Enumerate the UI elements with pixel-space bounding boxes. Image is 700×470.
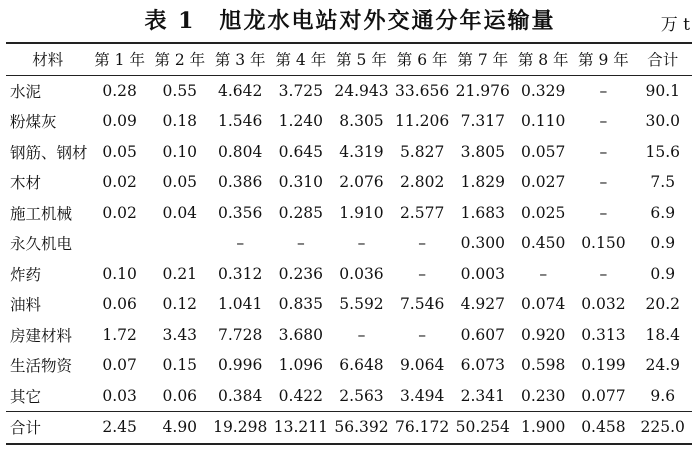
table-cell: 1.096 bbox=[278, 356, 324, 375]
total-row bbox=[6, 412, 692, 444]
table-cell: 9.6 bbox=[650, 386, 676, 405]
table-cell: 7.728 bbox=[218, 325, 263, 344]
table-row bbox=[6, 289, 692, 320]
table-cell: 0.10 bbox=[102, 264, 137, 283]
transport-volume-table bbox=[6, 42, 692, 445]
table-cell: 2.341 bbox=[460, 386, 505, 405]
column-header: 第 1 年 bbox=[94, 51, 145, 70]
table-cell: 20.2 bbox=[645, 295, 680, 314]
column-header: 第 7 年 bbox=[457, 51, 509, 70]
table-cell: 0.03 bbox=[102, 386, 137, 405]
table-cell: 0.804 bbox=[218, 142, 263, 161]
table-cell: 0.09 bbox=[102, 112, 137, 131]
table-row bbox=[6, 75, 692, 106]
table-cell: 1.240 bbox=[278, 112, 324, 131]
column-header: 第 4 年 bbox=[275, 51, 327, 70]
row-label: 生活物资 bbox=[10, 357, 73, 376]
total-cell: 19.298 bbox=[213, 418, 268, 437]
table-cell: 0.598 bbox=[521, 356, 566, 375]
table-cell: 0.645 bbox=[278, 142, 324, 161]
row-label: 炸药 bbox=[10, 265, 42, 284]
table-row bbox=[6, 381, 692, 412]
table-cell: 1.041 bbox=[218, 295, 263, 314]
row-label: 水泥 bbox=[10, 82, 42, 101]
row-label: 木材 bbox=[10, 174, 42, 193]
table-cell: 0.12 bbox=[162, 295, 198, 314]
total-cell: 13.211 bbox=[273, 418, 328, 437]
table-cell: 3.725 bbox=[278, 81, 324, 100]
table-cell: 0.9 bbox=[650, 264, 676, 283]
table-cell: 0.313 bbox=[581, 325, 626, 344]
table-cell: 0.312 bbox=[218, 264, 263, 283]
table-cell: 0.55 bbox=[162, 81, 198, 100]
table-cell: 0.06 bbox=[162, 386, 198, 405]
table-cell: 0.21 bbox=[162, 264, 198, 283]
table-cell: – bbox=[599, 264, 608, 283]
table-cell: 15.6 bbox=[645, 142, 680, 161]
table-cell: 24.943 bbox=[334, 81, 389, 100]
table-cell: 0.310 bbox=[278, 173, 324, 192]
table-cell: 0.384 bbox=[218, 386, 263, 405]
table-row bbox=[6, 320, 692, 351]
table-cell: 0.150 bbox=[581, 234, 626, 253]
table-cell: 6.9 bbox=[650, 203, 676, 222]
table-cell bbox=[90, 228, 150, 259]
table-row bbox=[6, 106, 692, 137]
row-label: 油料 bbox=[10, 296, 42, 315]
table-cell: 0.199 bbox=[581, 356, 626, 375]
total-cell: 2.45 bbox=[102, 418, 137, 437]
table-cell: 7.317 bbox=[460, 112, 505, 131]
table-cell: 0.9 bbox=[650, 234, 676, 253]
table-cell: 0.05 bbox=[162, 173, 198, 192]
total-cell: 76.172 bbox=[395, 418, 450, 437]
table-cell: – bbox=[599, 203, 608, 222]
table-cell: 0.356 bbox=[218, 203, 263, 222]
row-label: 永久机电 bbox=[10, 235, 73, 254]
table-row bbox=[6, 228, 692, 259]
table-cell: 0.10 bbox=[162, 142, 198, 161]
table-cell: – bbox=[539, 264, 548, 283]
table-row bbox=[6, 350, 692, 381]
table-cell: 0.329 bbox=[521, 81, 566, 100]
row-label: 施工机械 bbox=[10, 204, 73, 223]
table-cell: 0.15 bbox=[162, 356, 198, 375]
table-cell: 8.305 bbox=[339, 112, 384, 131]
table-cell: 4.319 bbox=[339, 142, 384, 161]
total-cell: 0.458 bbox=[581, 418, 626, 437]
column-header: 第 6 年 bbox=[396, 51, 448, 70]
table-cell: 0.300 bbox=[460, 234, 505, 253]
table-cell: 1.683 bbox=[460, 203, 505, 222]
table-cell: 0.02 bbox=[102, 173, 137, 192]
table-cell: 4.642 bbox=[218, 81, 263, 100]
table-cell: 0.02 bbox=[102, 203, 137, 222]
column-header: 合计 bbox=[647, 51, 679, 70]
table-cell: 0.28 bbox=[102, 81, 137, 100]
table-cell: 3.680 bbox=[278, 325, 324, 344]
column-header-material: 材料 bbox=[32, 51, 64, 70]
table-cell: 0.285 bbox=[278, 203, 324, 222]
table-cell: 0.422 bbox=[278, 386, 324, 405]
table-cell: 0.077 bbox=[581, 386, 626, 405]
total-cell: 56.392 bbox=[334, 418, 389, 437]
table-cell: 7.5 bbox=[650, 173, 676, 192]
table-row bbox=[6, 198, 692, 229]
table-cell: – bbox=[599, 81, 608, 100]
table-cell: 4.927 bbox=[460, 295, 505, 314]
table-cell: 0.607 bbox=[460, 325, 505, 344]
table-cell: 0.450 bbox=[521, 234, 566, 253]
column-header: 第 5 年 bbox=[336, 51, 387, 70]
row-label: 钢筋、钢材 bbox=[10, 143, 88, 162]
table-cell: – bbox=[357, 325, 366, 344]
table-cell: 0.06 bbox=[102, 295, 137, 314]
table-cell: 0.04 bbox=[162, 203, 198, 222]
table-cell: 0.074 bbox=[521, 295, 566, 314]
table-cell: 2.076 bbox=[339, 173, 384, 192]
table-title: 表 1 旭龙水电站对外交通分年运输量 bbox=[144, 8, 556, 34]
total-cell: 4.90 bbox=[162, 418, 198, 437]
table-cell: 2.563 bbox=[339, 386, 384, 405]
table-cell: 1.72 bbox=[102, 325, 137, 344]
table-cell: 5.827 bbox=[399, 142, 445, 161]
table-cell: – bbox=[357, 234, 366, 253]
table-cell: 30.0 bbox=[645, 112, 680, 131]
column-header: 第 8 年 bbox=[517, 51, 569, 70]
column-header: 第 2 年 bbox=[154, 51, 206, 70]
table-cell: – bbox=[599, 142, 608, 161]
table-cell: 0.05 bbox=[102, 142, 137, 161]
table-cell: 1.829 bbox=[460, 173, 505, 192]
table-cell: 0.025 bbox=[521, 203, 566, 222]
table-cell: – bbox=[599, 173, 608, 192]
table-cell: 0.032 bbox=[581, 295, 626, 314]
table-cell: 0.236 bbox=[278, 264, 324, 283]
table-cell: – bbox=[599, 112, 608, 131]
table-cell: – bbox=[296, 234, 305, 253]
table-cell: 6.073 bbox=[460, 356, 505, 375]
table-cell: 5.592 bbox=[339, 295, 384, 314]
table-cell: 0.110 bbox=[521, 112, 566, 131]
total-cell: 50.254 bbox=[455, 418, 510, 437]
table-row bbox=[6, 137, 692, 168]
table-cell: 0.036 bbox=[339, 264, 384, 283]
table-cell: 1.910 bbox=[339, 203, 384, 222]
table-cell: 0.07 bbox=[102, 356, 137, 375]
header-row bbox=[6, 43, 692, 75]
table-cell: 0.18 bbox=[162, 112, 198, 131]
table-cell: 90.1 bbox=[645, 81, 680, 100]
table-cell: 3.805 bbox=[460, 142, 505, 161]
table-cell: 9.064 bbox=[399, 356, 445, 375]
table-row bbox=[6, 167, 692, 198]
table-cell: 2.802 bbox=[399, 173, 445, 192]
table-cell: – bbox=[418, 325, 426, 344]
table-cell: 0.027 bbox=[521, 173, 566, 192]
table-cell: – bbox=[236, 234, 245, 253]
table-cell: 33.656 bbox=[395, 81, 450, 100]
table-cell: 2.577 bbox=[399, 203, 445, 222]
unit-label: 万 t bbox=[660, 15, 690, 35]
table-cell: 3.494 bbox=[399, 386, 445, 405]
row-label: 粉煤灰 bbox=[10, 113, 57, 132]
table-cell: 24.9 bbox=[645, 356, 680, 375]
table-cell: 6.648 bbox=[339, 356, 384, 375]
table-cell: 0.386 bbox=[218, 173, 263, 192]
table-cell: – bbox=[418, 234, 426, 253]
total-label: 合计 bbox=[10, 419, 42, 438]
total-cell: 1.900 bbox=[521, 418, 566, 437]
row-label: 房建材料 bbox=[10, 326, 73, 345]
table-cell: 1.546 bbox=[218, 112, 263, 131]
row-label: 其它 bbox=[10, 387, 42, 406]
table-cell: 0.835 bbox=[278, 295, 324, 314]
table-body bbox=[6, 75, 692, 444]
table-cell: 0.230 bbox=[521, 386, 566, 405]
table-cell: 7.546 bbox=[399, 295, 445, 314]
column-header: 第 3 年 bbox=[214, 51, 266, 70]
table-cell bbox=[150, 228, 210, 259]
total-cell: 225.0 bbox=[640, 418, 685, 437]
table-row bbox=[6, 259, 692, 290]
table-cell: 0.920 bbox=[521, 325, 566, 344]
column-header: 第 9 年 bbox=[578, 51, 629, 70]
table-cell: 0.996 bbox=[218, 356, 263, 375]
table-cell: 0.057 bbox=[521, 142, 566, 161]
table-cell: 0.003 bbox=[460, 264, 505, 283]
table-cell: 11.206 bbox=[395, 112, 450, 131]
table-cell: 3.43 bbox=[162, 325, 198, 344]
table-cell: 18.4 bbox=[645, 325, 680, 344]
table-cell: – bbox=[418, 264, 426, 283]
table-cell: 21.976 bbox=[455, 81, 510, 100]
